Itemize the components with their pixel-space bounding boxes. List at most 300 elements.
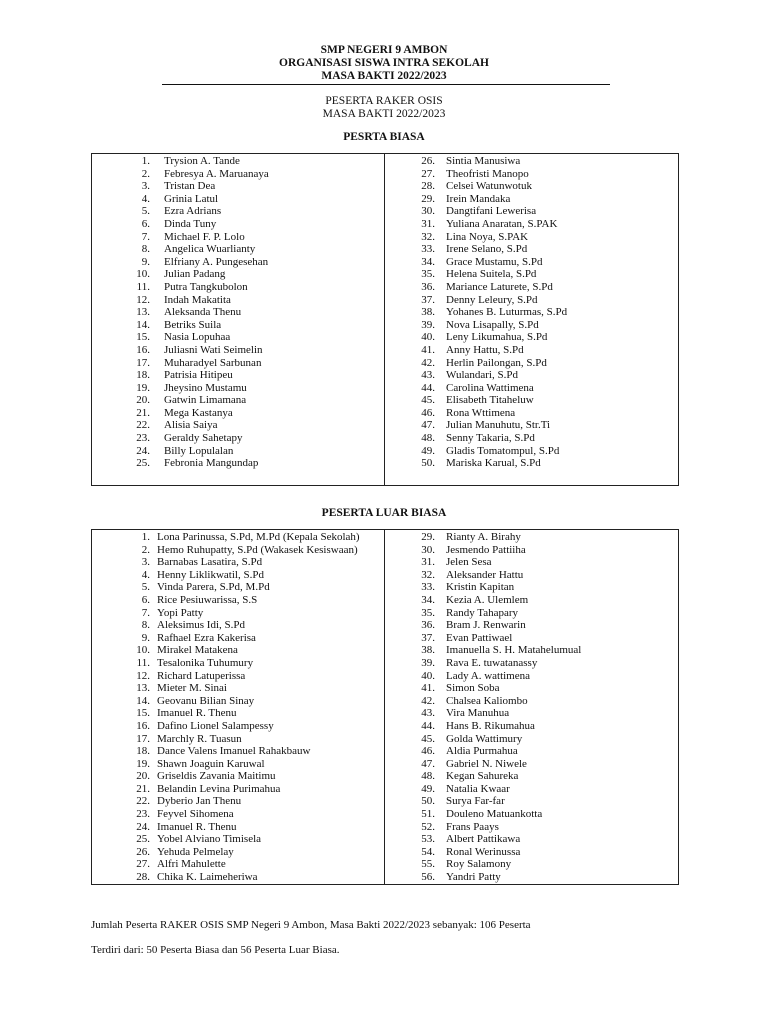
- participant-number: 35.: [421, 606, 435, 619]
- participant-row: [384, 758, 581, 771]
- participant-name: Kegan Sahureka: [446, 770, 519, 783]
- participant-row: [384, 745, 581, 758]
- participant-number: 26.: [136, 845, 150, 858]
- participant-name: Elisabeth Titaheluw: [446, 394, 534, 407]
- participant-row: [384, 871, 581, 884]
- participant-name: Michael F. P. Lolo: [164, 230, 245, 243]
- participant-number: 21.: [136, 406, 150, 419]
- participant-row: [92, 231, 269, 244]
- participant-number: 12.: [136, 669, 150, 682]
- participant-number: 14.: [136, 694, 150, 707]
- participant-row: [92, 720, 360, 733]
- participant-number: 38.: [421, 306, 435, 319]
- participant-number: 33.: [421, 243, 435, 256]
- participant-name: Trysion A. Tande: [164, 155, 240, 167]
- participant-row: [384, 581, 581, 594]
- participant-row: [384, 168, 567, 181]
- participant-name: Imanuel R. Thenu: [157, 707, 237, 720]
- participant-row: [384, 432, 567, 445]
- participant-name: Rice Pesiuwarissa, S.S: [157, 593, 258, 606]
- participant-name: Herlin Pailongan, S.Pd: [446, 356, 547, 369]
- participant-number: 3.: [141, 180, 150, 193]
- participant-row: [384, 808, 581, 821]
- participant-row: [384, 218, 567, 231]
- participant-row: [384, 445, 567, 458]
- participant-name: Sintia Manusiwa: [446, 155, 521, 167]
- participant-name: Hans B. Rikumahua: [446, 719, 535, 732]
- participant-number: 40.: [421, 669, 435, 682]
- participant-name: Helena Suitela, S.Pd: [446, 268, 537, 281]
- participant-row: [384, 281, 567, 294]
- participant-row: [384, 657, 581, 670]
- participant-name: Ezra Adrians: [164, 205, 222, 218]
- participant-number: 34.: [421, 255, 435, 268]
- participant-row: [92, 357, 269, 370]
- participant-number: 28.: [136, 871, 150, 884]
- participant-number: 45.: [421, 394, 435, 407]
- participant-row: [92, 581, 360, 594]
- participant-row: [384, 695, 581, 708]
- participant-number: 35.: [421, 268, 435, 281]
- participant-name: Surya Far-far: [446, 795, 505, 808]
- participant-name: Gatwin Limamana: [164, 394, 247, 407]
- participant-name: Grace Mustamu, S.Pd: [446, 255, 543, 268]
- participant-name: Dinda Tuny: [164, 217, 217, 230]
- participant-number: 10.: [136, 644, 150, 657]
- document-header: [0, 44, 768, 83]
- extraordinary-participants-table: [91, 529, 679, 885]
- participant-number: 27.: [421, 167, 435, 180]
- participant-name: Lina Noya, S.PAK: [446, 230, 529, 243]
- participant-number: 4.: [141, 568, 150, 581]
- school-name: SMP NEGERI 9 AMBON: [320, 44, 448, 56]
- participant-number: 44.: [421, 719, 435, 732]
- participant-row: [384, 846, 581, 859]
- participant-name: Yuliana Anaratan, S.PAK: [446, 217, 558, 230]
- participant-name: Febresya A. Maruanaya: [164, 167, 269, 180]
- participant-number: 41.: [421, 343, 435, 356]
- participant-row: [92, 657, 360, 670]
- participant-name: Yopi Patty: [157, 606, 204, 619]
- participant-name: Billy Lopulalan: [164, 444, 234, 457]
- header-divider: [162, 84, 610, 85]
- participant-row: [384, 531, 581, 544]
- participant-name: Wulandari, S.Pd: [446, 369, 518, 382]
- participant-number: 14.: [136, 318, 150, 331]
- participant-name: Indah Makatita: [164, 293, 231, 306]
- participant-name: Aleksimus Idi, S.Pd: [157, 619, 246, 632]
- participant-name: Rava E. tuwatanassy: [446, 656, 538, 669]
- participant-row: [92, 733, 360, 746]
- regular-participants-table: [91, 153, 679, 486]
- participant-name: Celsei Watunwotuk: [446, 180, 532, 193]
- participant-row: [92, 281, 269, 294]
- participant-row: [92, 695, 360, 708]
- participant-name: Evan Pattiwael: [446, 631, 513, 644]
- participant-name: Denny Leleury, S.Pd: [446, 293, 538, 306]
- breakdown-summary: Terdiri dari: 50 Peserta Biasa dan 56 Peserta Luar Biasa.: [91, 944, 340, 956]
- participant-row: [92, 846, 360, 859]
- participant-number: 31.: [421, 217, 435, 230]
- participant-row: [92, 457, 269, 470]
- participant-name: Nova Lisapally, S.Pd: [446, 318, 539, 331]
- participant-number: 49.: [421, 444, 435, 457]
- participant-name: Rafhael Ezra Kakerisa: [157, 631, 256, 644]
- participant-name: Rona Wttimena: [446, 406, 516, 419]
- participant-number: 34.: [421, 593, 435, 606]
- participant-row: [384, 243, 567, 256]
- participant-row: [92, 644, 360, 657]
- participant-name: Theofristi Manopo: [446, 167, 529, 180]
- participant-number: 27.: [136, 858, 150, 871]
- participant-name: Hemo Ruhupatty, S.Pd (Wakasek Kesiswaan): [157, 543, 358, 556]
- participant-row: [384, 457, 567, 470]
- regular-right-column: [384, 155, 567, 470]
- participant-number: 29.: [421, 531, 435, 543]
- participant-number: 41.: [421, 682, 435, 695]
- participant-name: Yandri Patty: [446, 871, 501, 884]
- participant-name: Irein Mandaka: [446, 192, 511, 205]
- participant-row: [92, 344, 269, 357]
- participant-number: 7.: [141, 606, 150, 619]
- participant-row: [384, 833, 581, 846]
- participant-number: 36.: [421, 619, 435, 632]
- participant-row: [92, 770, 360, 783]
- participant-name: Tristan Dea: [164, 180, 216, 193]
- participant-number: 18.: [136, 369, 150, 382]
- participant-row: [92, 758, 360, 771]
- participant-name: Tesalonika Tuhumury: [157, 656, 254, 669]
- participant-number: 30.: [421, 543, 435, 556]
- participant-name: Rianty A. Birahy: [446, 531, 521, 543]
- participant-name: Imanuella S. H. Matahelumual: [446, 644, 582, 657]
- participant-number: 16.: [136, 343, 150, 356]
- participant-row: [384, 720, 581, 733]
- participant-name: Betriks Suila: [164, 318, 222, 331]
- participant-row: [92, 670, 360, 683]
- participant-row: [384, 419, 567, 432]
- participant-name: Griseldis Zavania Maitimu: [157, 770, 276, 783]
- participant-number: 39.: [421, 656, 435, 669]
- participant-row: [384, 369, 567, 382]
- participant-row: [384, 180, 567, 193]
- participant-row: [384, 344, 567, 357]
- participant-name: Frans Paays: [446, 820, 499, 833]
- participant-row: [92, 594, 360, 607]
- participant-name: Yehuda Pelmelay: [157, 845, 234, 858]
- participant-number: 6.: [141, 217, 150, 230]
- participant-row: [92, 243, 269, 256]
- participant-number: 31.: [421, 556, 435, 569]
- participant-row: [92, 871, 360, 884]
- participant-row: [384, 205, 567, 218]
- participant-row: [92, 193, 269, 206]
- participant-name: Dafino Lionel Salampessy: [157, 719, 274, 732]
- participant-row: [92, 556, 360, 569]
- participant-row: [384, 682, 581, 695]
- participant-number: 46.: [421, 406, 435, 419]
- participant-row: [92, 155, 269, 168]
- participant-number: 50.: [421, 457, 435, 470]
- participant-number: 48.: [421, 770, 435, 783]
- participant-name: Golda Wattimury: [446, 732, 523, 745]
- participant-row: [92, 394, 269, 407]
- participant-name: Henny Liklikwatil, S.Pd: [157, 568, 264, 581]
- participant-row: [384, 544, 581, 557]
- participant-name: Grinia Latul: [164, 192, 219, 205]
- participant-name: Patrisia Hitipeu: [164, 369, 233, 382]
- participant-name: Alfri Mahulette: [157, 858, 226, 871]
- participant-number: 1.: [141, 155, 150, 167]
- participant-number: 48.: [421, 432, 435, 445]
- participant-number: 40.: [421, 331, 435, 344]
- participant-row: [384, 306, 567, 319]
- participant-row: [384, 821, 581, 834]
- participant-row: [92, 619, 360, 632]
- participant-number: 45.: [421, 732, 435, 745]
- participant-name: Belandin Levina Purimahua: [157, 782, 281, 795]
- participant-number: 12.: [136, 293, 150, 306]
- participant-number: 43.: [421, 707, 435, 720]
- participant-number: 15.: [136, 331, 150, 344]
- participant-name: Geraldy Sahetapy: [164, 432, 243, 445]
- participant-name: Carolina Wattimena: [446, 381, 534, 394]
- total-summary: Jumlah Peserta RAKER OSIS SMP Negeri 9 Ambon, Masa Bakti 2022/2023 sebanyak: 106 Peserta: [91, 919, 531, 931]
- participant-row: [384, 155, 567, 168]
- participant-name: Julian Padang: [164, 268, 226, 281]
- participant-row: [92, 180, 269, 193]
- section-title-extraordinary: PESERTA LUAR BIASA: [321, 507, 447, 519]
- participant-row: [92, 544, 360, 557]
- participant-number: 22.: [136, 419, 150, 432]
- participant-number: 21.: [136, 782, 150, 795]
- participant-name: Yohanes B. Luturmas, S.Pd: [446, 306, 568, 319]
- participant-row: [92, 432, 269, 445]
- participant-name: Jheysino Mustamu: [164, 381, 247, 394]
- subtitle-line-2: MASA BAKTI 2022/2023: [322, 107, 446, 120]
- participant-row: [384, 407, 567, 420]
- participant-row: [92, 419, 269, 432]
- participant-number: 29.: [421, 192, 435, 205]
- participant-row: [92, 319, 269, 332]
- participant-name: Barnabas Lasatira, S.Pd: [157, 556, 263, 569]
- participant-name: Aldia Purmahua: [446, 745, 518, 758]
- participant-number: 13.: [136, 682, 150, 695]
- participant-number: 2.: [141, 543, 150, 556]
- participant-name: Dangtifani Lewerisa: [446, 205, 537, 218]
- participant-row: [92, 369, 269, 382]
- participant-number: 36.: [421, 280, 435, 293]
- participant-number: 5.: [141, 581, 150, 594]
- participant-name: Feyvel Sihomena: [157, 808, 234, 821]
- participant-name: Natalia Kwaar: [446, 782, 510, 795]
- participant-number: 42.: [421, 356, 435, 369]
- extraordinary-right-column: [384, 531, 581, 884]
- participant-row: [384, 858, 581, 871]
- participant-number: 6.: [141, 593, 150, 606]
- participant-name: Vinda Parera, S.Pd, M.Pd: [157, 581, 270, 594]
- participant-number: 53.: [421, 833, 435, 846]
- participant-number: 9.: [141, 631, 150, 644]
- participant-row: [384, 707, 581, 720]
- participant-row: [384, 357, 567, 370]
- participant-name: Roy Salamony: [446, 858, 512, 871]
- participant-name: Angelica Wuarlianty: [164, 243, 256, 256]
- participant-number: 7.: [141, 230, 150, 243]
- participant-number: 25.: [136, 833, 150, 846]
- participant-row: [384, 733, 581, 746]
- participant-name: Randy Tahapary: [446, 606, 519, 619]
- participant-row: [92, 531, 360, 544]
- participant-row: [92, 268, 269, 281]
- participant-number: 38.: [421, 644, 435, 657]
- participant-number: 19.: [136, 757, 150, 770]
- participant-number: 44.: [421, 381, 435, 394]
- participant-row: [384, 193, 567, 206]
- participant-name: Mariance Laturete, S.Pd: [446, 280, 553, 293]
- participant-number: 20.: [136, 394, 150, 407]
- participant-row: [92, 858, 360, 871]
- participant-number: 20.: [136, 770, 150, 783]
- participant-row: [384, 268, 567, 281]
- participant-row: [92, 205, 269, 218]
- participant-number: 25.: [136, 457, 150, 470]
- participant-name: Chalsea Kaliombo: [446, 694, 528, 707]
- participant-name: Dyberio Jan Thenu: [157, 795, 242, 808]
- participant-row: [384, 294, 567, 307]
- participant-row: [92, 569, 360, 582]
- participant-number: 17.: [136, 356, 150, 369]
- regular-left-column: [92, 155, 269, 470]
- participant-name: Leny Likumahua, S.Pd: [446, 331, 548, 344]
- organization-name: ORGANISASI SISWA INTRA SEKOLAH: [279, 57, 489, 69]
- participant-number: 8.: [141, 243, 150, 256]
- participant-name: Juliasni Wati Seimelin: [164, 343, 263, 356]
- participant-number: 55.: [421, 858, 435, 871]
- participant-number: 50.: [421, 795, 435, 808]
- participant-number: 19.: [136, 381, 150, 394]
- participant-row: [92, 168, 269, 181]
- participant-name: Senny Takaria, S.Pd: [446, 432, 535, 445]
- participant-row: [92, 256, 269, 269]
- participant-number: 28.: [421, 180, 435, 193]
- participant-name: Lady A. wattimena: [446, 669, 531, 682]
- participant-name: Jesmendo Pattiiha: [446, 543, 526, 556]
- participant-row: [384, 256, 567, 269]
- participant-number: 16.: [136, 719, 150, 732]
- participant-number: 52.: [421, 820, 435, 833]
- participant-name: Douleno Matuankotta: [446, 808, 543, 821]
- participant-number: 46.: [421, 745, 435, 758]
- participant-name: Elfriany A. Pungesehan: [164, 255, 269, 268]
- participant-number: 54.: [421, 845, 435, 858]
- participant-name: Gladis Tomatompul, S.Pd: [446, 444, 560, 457]
- participant-row: [384, 644, 581, 657]
- participant-row: [92, 745, 360, 758]
- participant-number: 3.: [141, 556, 150, 569]
- participant-number: 9.: [141, 255, 150, 268]
- participant-name: Muharadyel Sarbunan: [164, 356, 262, 369]
- participant-row: [92, 632, 360, 645]
- participant-row: [384, 331, 567, 344]
- participant-row: [92, 306, 269, 319]
- participant-number: 33.: [421, 581, 435, 594]
- participant-number: 47.: [421, 757, 435, 770]
- participant-name: Kezia A. Ulemlem: [446, 593, 529, 606]
- participant-name: Yobel Alviano Timisela: [157, 833, 262, 846]
- participant-number: 2.: [141, 167, 150, 180]
- participant-number: 1.: [141, 531, 150, 543]
- participant-number: 56.: [421, 871, 435, 884]
- participant-name: Chika K. Laimeheriwa: [157, 871, 258, 884]
- participant-row: [92, 382, 269, 395]
- participant-row: [384, 231, 567, 244]
- participant-number: 11.: [136, 280, 150, 293]
- participant-row: [384, 783, 581, 796]
- participant-name: Dance Valens Imanuel Rahakbauw: [157, 745, 311, 758]
- participant-name: Bram J. Renwarin: [446, 619, 526, 632]
- participant-number: 32.: [421, 230, 435, 243]
- participant-number: 32.: [421, 568, 435, 581]
- participant-number: 8.: [141, 619, 150, 632]
- participant-name: Irene Selano, S.Pd: [446, 243, 528, 256]
- participant-row: [92, 833, 360, 846]
- participant-row: [384, 382, 567, 395]
- participant-row: [384, 619, 581, 632]
- participant-number: 23.: [136, 432, 150, 445]
- participant-row: [384, 770, 581, 783]
- participant-row: [384, 795, 581, 808]
- participant-number: 18.: [136, 745, 150, 758]
- participant-number: 42.: [421, 694, 435, 707]
- participant-row: [92, 331, 269, 344]
- participant-name: Geovanu Bilian Sinay: [157, 694, 255, 707]
- participant-number: 22.: [136, 795, 150, 808]
- participant-row: [92, 682, 360, 695]
- participant-number: 5.: [141, 205, 150, 218]
- participant-row: [92, 808, 360, 821]
- participant-number: 30.: [421, 205, 435, 218]
- participant-name: Aleksanda Thenu: [164, 306, 242, 319]
- participant-name: Richard Latuperissa: [157, 669, 246, 682]
- participant-number: 39.: [421, 318, 435, 331]
- participant-name: Kristin Kapitan: [446, 581, 515, 594]
- participant-row: [92, 607, 360, 620]
- participant-name: Mega Kastanya: [164, 406, 233, 419]
- participant-name: Febronia Mangundap: [164, 457, 259, 470]
- participant-number: 51.: [421, 808, 435, 821]
- period-title: MASA BAKTI 2022/2023: [321, 70, 447, 82]
- participant-name: Gabriel N. Niwele: [446, 757, 527, 770]
- participant-name: Vira Manuhua: [446, 707, 510, 720]
- participant-row: [384, 319, 567, 332]
- participant-number: 37.: [421, 631, 435, 644]
- participant-number: 13.: [136, 306, 150, 319]
- participant-name: Ronal Werinussa: [446, 845, 521, 858]
- participant-number: 43.: [421, 369, 435, 382]
- participant-row: [92, 783, 360, 796]
- participant-row: [384, 394, 567, 407]
- participant-name: Julian Manuhutu, Str.Ti: [446, 419, 551, 432]
- participant-number: 37.: [421, 293, 435, 306]
- participant-number: 49.: [421, 782, 435, 795]
- subtitle-line-1: PESERTA RAKER OSIS: [325, 95, 443, 107]
- participant-row: [92, 407, 269, 420]
- participant-name: Mariska Karual, S.Pd: [446, 457, 541, 470]
- participant-number: 23.: [136, 808, 150, 821]
- participant-name: Albert Pattikawa: [446, 833, 521, 846]
- participant-row: [92, 294, 269, 307]
